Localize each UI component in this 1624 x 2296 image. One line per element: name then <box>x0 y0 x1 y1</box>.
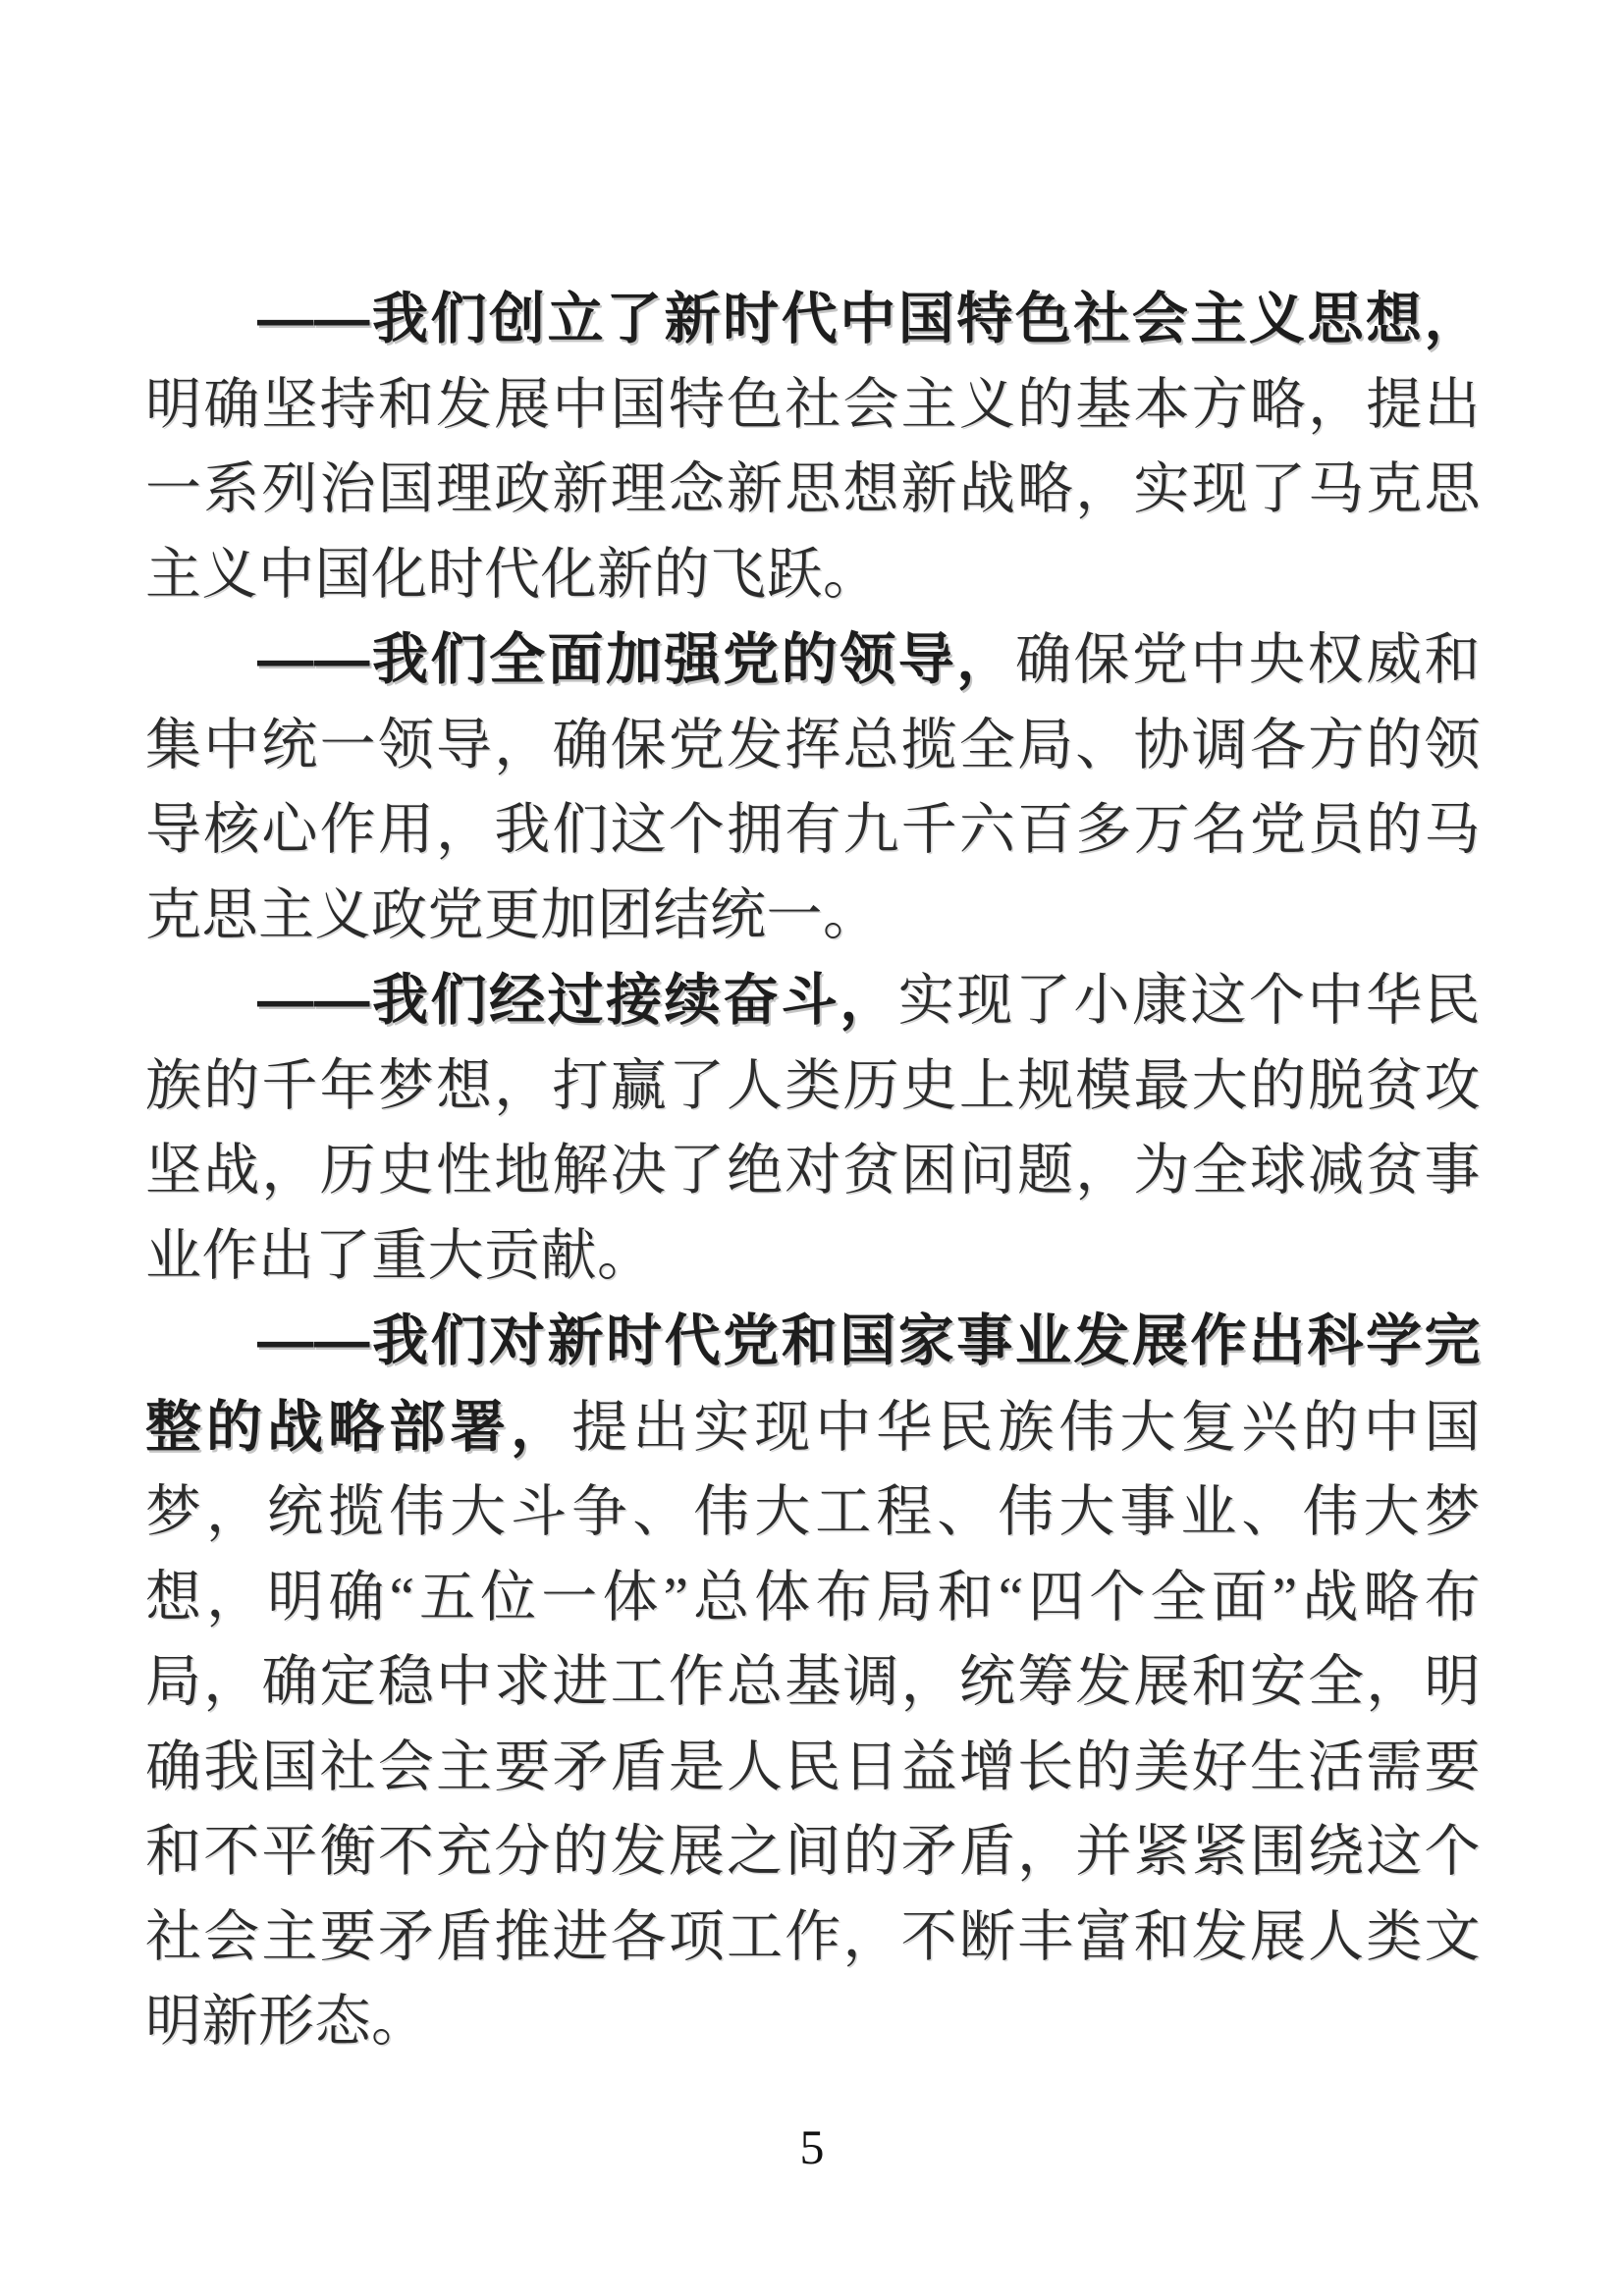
page-number: 5 <box>799 2119 825 2174</box>
paragraph-2-body: 确保党中央权威和集中统一领导，确保党发挥总揽全局、协调各方的领导核心作用，我们这个拥有九千六百多万名党员的马克思主义政党更加团结统一。 <box>145 629 1482 946</box>
paragraph-1-body: 明确坚持和发展中国特色社会主义的基本方略，提出一系列治国理政新理念新思想新战略，实现了马克思主义中国化时代化新的飞跃。 <box>145 373 1481 606</box>
paragraph-1-lead: ——我们创立了新时代中国特色社会主义思想， <box>257 288 1481 350</box>
paragraph-4 <box>145 1299 1481 2065</box>
paragraph-2-lead: ——我们全面加强党的领导， <box>257 628 1015 691</box>
paragraph-3-body: 实现了小康这个中华民族的千年梦想，打赢了人类历史上规模最大的脱贫攻坚战，历史性地解决了绝对贫困问题，为全球减贫事业作出了重大贡献。 <box>145 970 1482 1287</box>
text-block <box>145 277 1481 2065</box>
paragraph-4-body: 提出实现中华民族伟大复兴的中国梦，统揽伟大斗争、伟大工程、伟大事业、伟大梦想，明确“五位一体”总体布局和“四个全面”战略布局，确定稳中求进工作总基调，统筹发展和安全，明确我国社会主要矛盾是人民日益增长的美好生活需要和不平衡不充分的发展之间的矛盾，并紧紧围绕这个社会主要矛盾推进各项工作，不断丰富和发展人类文明新形态。 <box>145 1396 1482 2053</box>
paragraph-3 <box>145 958 1481 1299</box>
page-footer <box>0 2118 1624 2175</box>
paragraph-1 <box>145 277 1481 617</box>
paragraph-2 <box>145 617 1481 958</box>
paragraph-3-lead: ——我们经过接续奋斗， <box>257 969 898 1032</box>
paragraph-4-lead: ——我们对新时代党和国家事业发展作出科学完整的战略部署， <box>145 1309 1481 1459</box>
